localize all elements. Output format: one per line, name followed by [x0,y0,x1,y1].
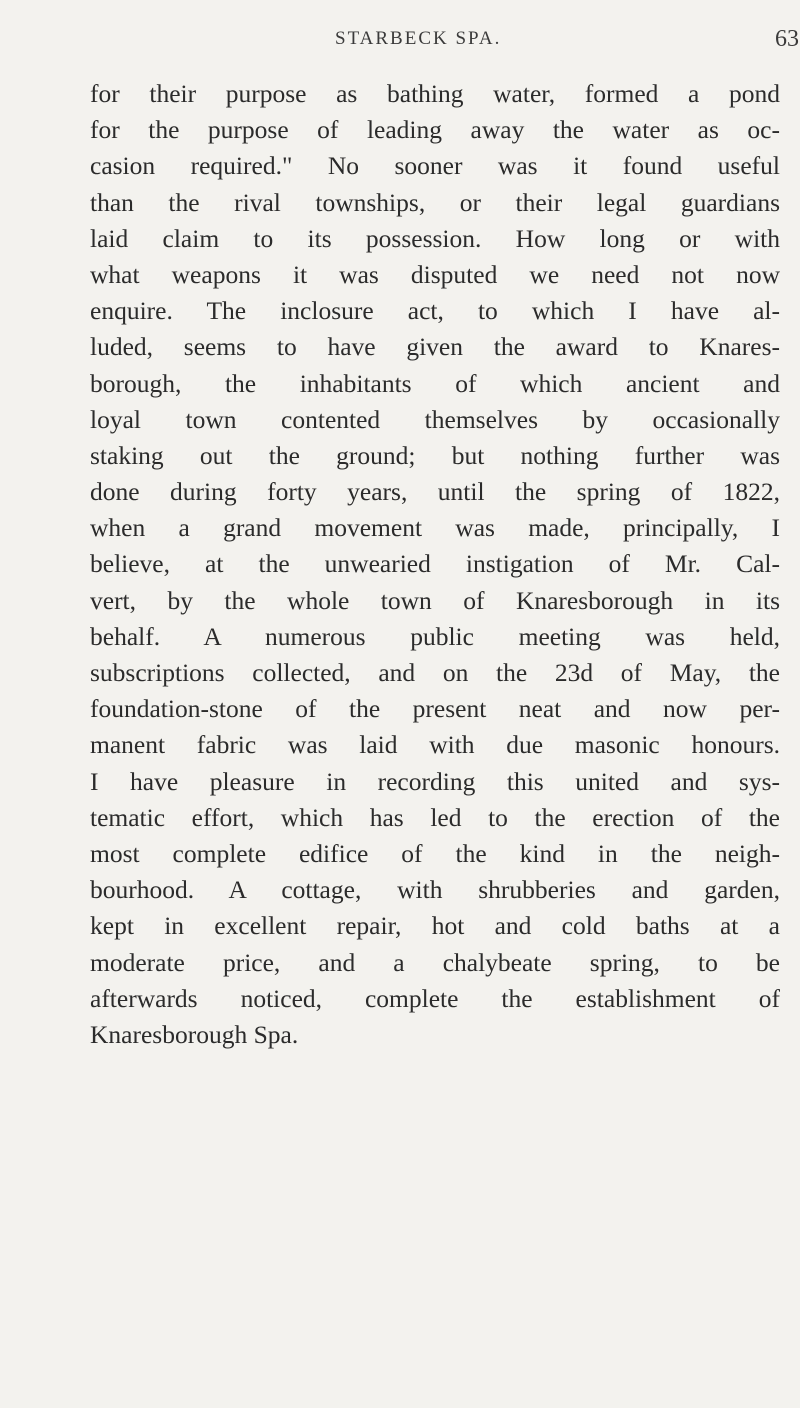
text-line: than the rival townships, or their legal guardians [90,187,780,217]
text-line: staking out the ground; but nothing further was [90,440,780,470]
page-number: 63 [775,26,799,52]
body-text [90,76,780,1053]
text-line: moderate price, and a chalybeate spring, to be [90,947,780,977]
text-line: casion required." No sooner was it found useful [90,151,780,181]
text-line: vert, by the whole town of Knaresborough in its [90,585,780,615]
running-head [0,28,800,58]
text-line: luded, seems to have given the award to Knares- [90,332,780,362]
text-line: kept in excellent repair, hot and cold baths at a [90,911,780,941]
text-line: tematic effort, which has led to the erection of the [90,802,780,832]
text-line: borough, the inhabitants of which ancient and [90,368,780,398]
text-line: done during forty years, until the spring of 1822, [90,477,780,507]
text-line: loyal town contented themselves by occasionally [90,404,780,434]
text-line: I have pleasure in recording this united and sys- [90,766,780,796]
running-title: STARBECK SPA. [335,28,502,49]
text-line: for their purpose as bathing water, formed a pond [90,79,780,108]
text-line: what weapons it was disputed we need not now [90,259,780,289]
text-line: bourhood. A cottage, with shrubberies and garden, [90,875,780,905]
text-line-last: Knaresborough Spa. [90,1019,299,1049]
text-line: manent fabric was laid with due masonic honours. [90,730,780,760]
text-line: when a grand movement was made, principally, I [90,513,780,543]
text-line: for the purpose of leading away the water as oc- [90,115,780,145]
text-line: laid claim to its possession. How long or with [90,223,780,253]
text-line: afterwards noticed, complete the establishment of [90,983,780,1013]
text-line: subscriptions collected, and on the 23d of May, the [90,658,780,687]
text-line: believe, at the unwearied instigation of Mr. Cal- [90,549,780,579]
text-line: most complete edifice of the kind in the neigh- [90,838,780,868]
text-line: foundation-stone of the present neat and now per- [90,694,780,724]
text-line: enquire. The inclosure act, to which I have al- [90,296,780,326]
text-line: behalf. A numerous public meeting was held, [90,621,780,651]
